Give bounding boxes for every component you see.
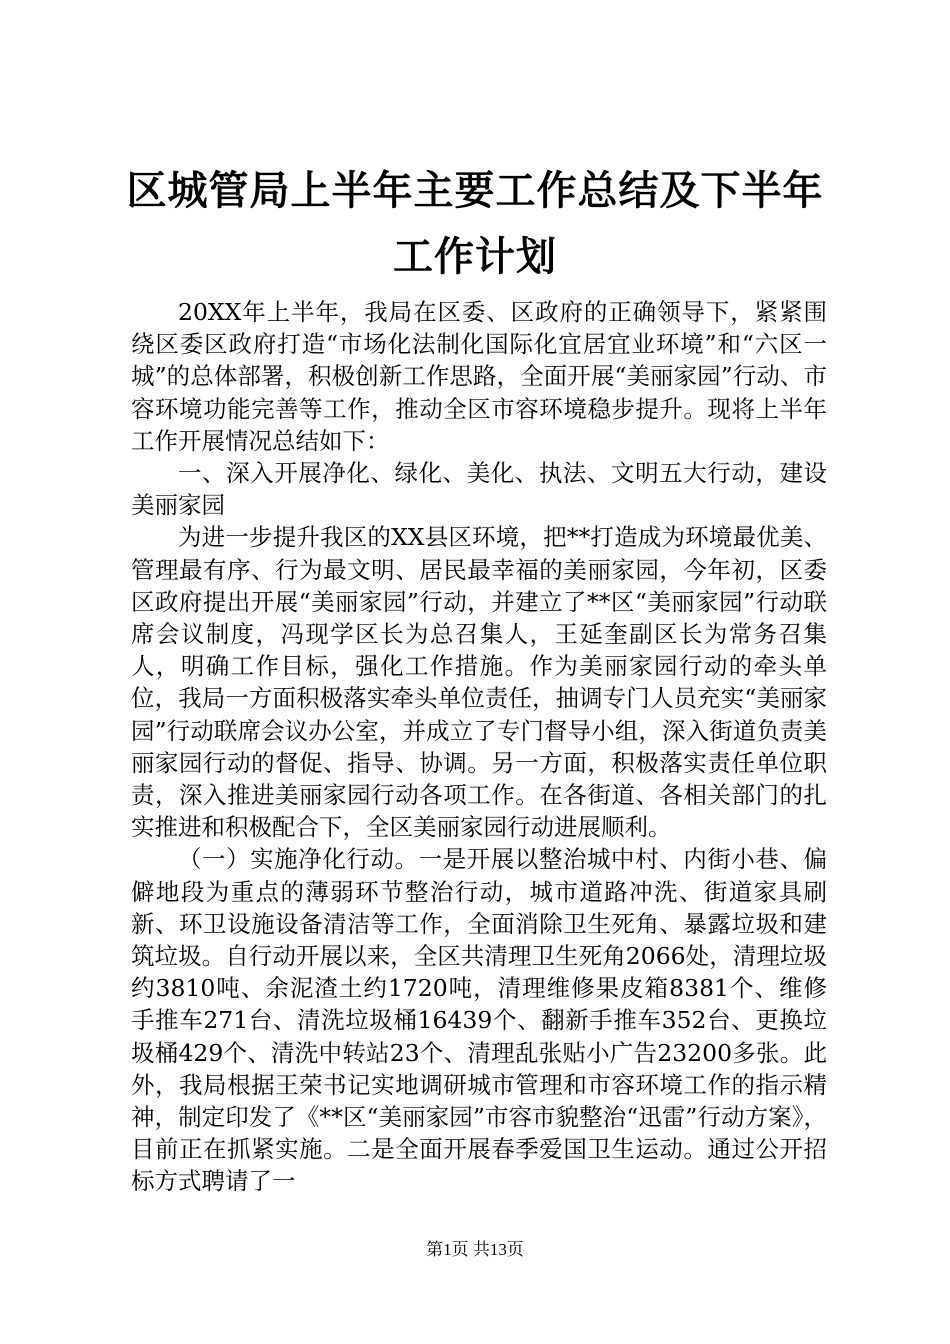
page-footer: 第1页 共13页 — [426, 1240, 524, 1259]
section-heading: 一、深入开展净化、绿化、美化、执法、文明五大行动，建设美丽家园 — [131, 459, 827, 520]
document-title: 区城管局上半年主要工作总结及下半年工作计划 — [126, 168, 824, 280]
document-body — [131, 296, 827, 1198]
paragraph-overview: 为进一步提升我区的XX县区环境，把**打造成为环境最优美、管理最有序、行为最文明、居民最幸福的美丽家园，今年初，区委区政府提出开展“美丽家园”行动，并建立了**区“美丽家园”行动联席会议制度，冯现学区长为总召集人，王延奎副区长为常务召集人，明确工作目标，强化工作措施。作为美丽家园行动的牵头单位，我局一方面积极落实牵头单位责任，抽调专门人员充实“美丽家园”行动联席会议办公室，并成立了专门督导小组，深入街道负责美丽家园行动的督促、指导、协调。另一方面，积极落实责任单位职责，深入推进美丽家园行动各项工作。在各街道、各相关部门的扎实推进和积极配合下，全区美丽家园行动进展顺利。 — [131, 523, 827, 842]
paragraph-cleaning-action: （一）实施净化行动。一是开展以整治城中村、内街小巷、偏僻地段为重点的薄弱环节整治行动，城市道路冲洗、街道家具刷新、环卫设施设备清洁等工作，全面消除卫生死角、暴露垃圾和建筑垃圾。自行动开展以来，全区共清理卫生死角2066处，清理垃圾约3810吨、余泥渣土约1720吨，清理维修果皮箱8381个、维修手推车271台、清洗垃圾桶16439个、翻新手推车352台、更换垃圾桶429个、清洗中转站23个、清理乱张贴小广告23200多张。此外，我局根据王荣书记实地调研城市管理和市容环境工作的指示精神，制定印发了《**区“美丽家园”市容市貌整治“迅雷”行动方案》，目前正在抓紧实施。二是全面开展春季爱国卫生运动。通过公开招标方式聘请了一 — [131, 845, 827, 1196]
paragraph-intro: 20XX年上半年，我局在区委、区政府的正确领导下，紧紧围绕区委区政府打造“市场化法制化国际化宜居宜业环境”和“六区一城”的总体部署，积极创新工作思路，全面开展“美丽家园”行动、市容环境功能完善等工作，推动全区市容环境稳步提升。现将上半年工作开展情况总结如下： — [131, 298, 827, 455]
